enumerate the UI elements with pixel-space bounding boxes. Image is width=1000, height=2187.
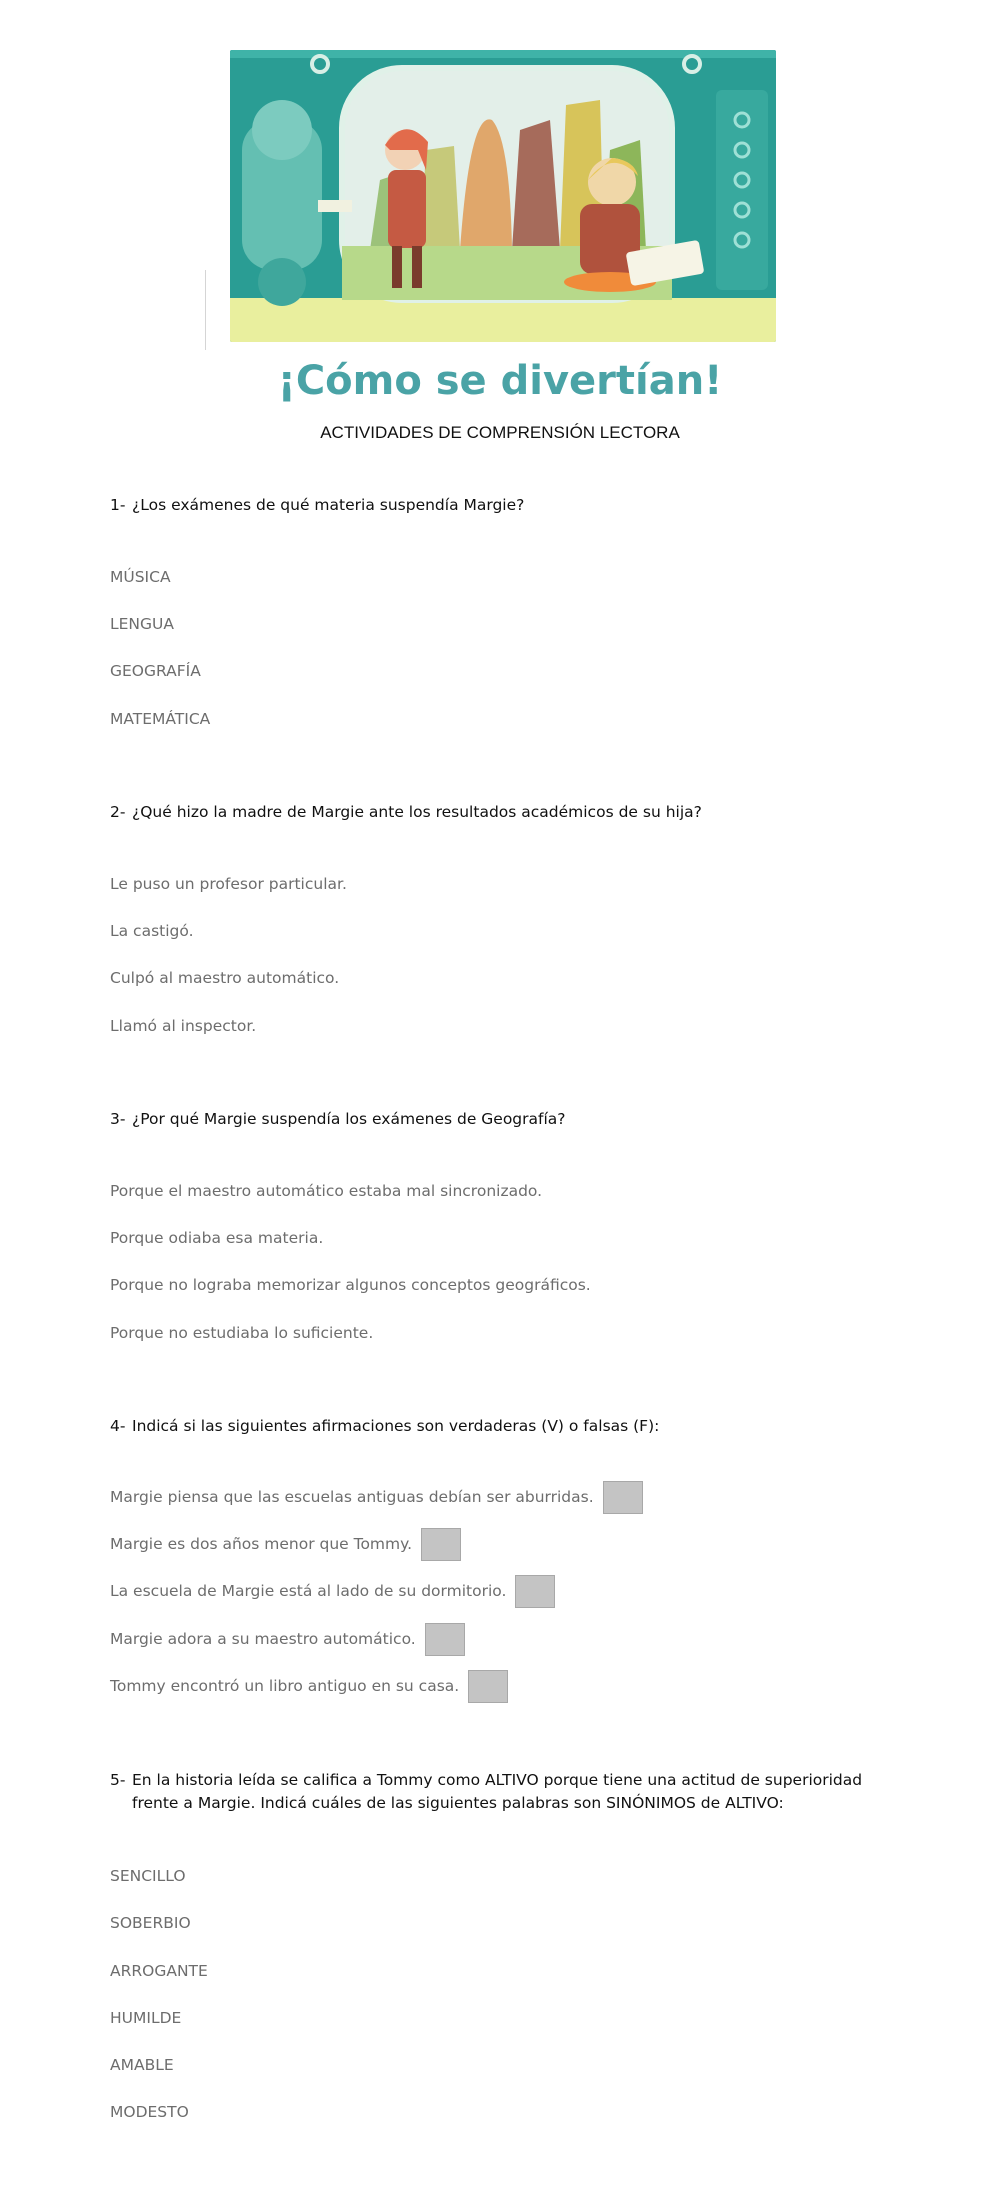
answer-box[interactable] — [425, 1623, 465, 1656]
option-q1-2[interactable]: LENGUA — [110, 615, 174, 633]
question-text: Indicá si las siguientes afirmaciones son verdaderas (V) o falsas (F): — [132, 1417, 660, 1435]
statement-text: Margie piensa que las escuelas antiguas debían ser aburridas. — [110, 1488, 594, 1506]
question-4 — [110, 1415, 890, 1438]
question-number: 2- — [110, 803, 126, 821]
option-q1-3[interactable]: GEOGRAFÍA — [110, 662, 201, 680]
option-q3-2[interactable]: Porque odiaba esa materia. — [110, 1229, 324, 1247]
option-q3-1[interactable]: Porque el maestro automático estaba mal sincronizado. — [110, 1182, 543, 1200]
statement-row — [110, 1668, 508, 1704]
statement-text: La escuela de Margie está al lado de su dormitorio. — [110, 1582, 507, 1600]
option-q5-5[interactable]: AMABLE — [110, 2056, 174, 2074]
question-text: En la historia leída se califica a Tommy como ALTIVO porque tiene una actitud de superioridad frente a Margie. Indicá cuáles de las siguientes palabras son SINÓNIMOS de ALTIVO: — [132, 1771, 863, 1812]
page-title: ¡Cómo se divertían! — [277, 358, 723, 404]
question-text: ¿Por qué Margie suspendía los exámenes de Geografía? — [132, 1110, 566, 1128]
statement-text: Tommy encontró un libro antiguo en su casa. — [110, 1677, 460, 1695]
option-q5-2[interactable]: SOBERBIO — [110, 1914, 191, 1932]
question-number: 1- — [110, 496, 126, 514]
option-q2-3[interactable]: Culpó al maestro automático. — [110, 969, 340, 987]
option-q3-4[interactable]: Porque no estudiaba lo suficiente. — [110, 1324, 374, 1342]
option-q1-4[interactable]: MATEMÁTICA — [110, 710, 211, 728]
statement-row — [110, 1621, 465, 1657]
answer-box[interactable] — [468, 1670, 508, 1703]
statement-row — [110, 1573, 555, 1609]
option-q5-6[interactable]: MODESTO — [110, 2103, 189, 2121]
option-q3-3[interactable]: Porque no lograba memorizar algunos conceptos geográficos. — [110, 1276, 591, 1294]
question-text: ¿Los exámenes de qué materia suspendía Margie? — [132, 496, 525, 514]
statement-row — [110, 1479, 643, 1515]
question-number: 4- — [110, 1417, 126, 1435]
story-illustration — [230, 50, 776, 342]
option-q5-3[interactable]: ARROGANTE — [110, 1962, 208, 1980]
answer-box[interactable] — [421, 1528, 461, 1561]
question-3 — [110, 1108, 890, 1131]
decorative-line — [205, 270, 206, 350]
option-q2-2[interactable]: La castigó. — [110, 922, 194, 940]
option-q5-4[interactable]: HUMILDE — [110, 2009, 182, 2027]
question-number: 5- — [110, 1771, 126, 1789]
illustration-graphic — [230, 50, 776, 342]
option-q2-1[interactable]: Le puso un profesor particular. — [110, 875, 347, 893]
question-text: ¿Qué hizo la madre de Margie ante los resultados académicos de su hija? — [132, 803, 702, 821]
option-q5-1[interactable]: SENCILLO — [110, 1867, 186, 1885]
question-1 — [110, 494, 890, 517]
question-number: 3- — [110, 1110, 126, 1128]
statement-row — [110, 1526, 461, 1562]
statement-text: Margie adora a su maestro automático. — [110, 1630, 416, 1648]
statement-text: Margie es dos años menor que Tommy. — [110, 1535, 413, 1553]
answer-box[interactable] — [515, 1575, 555, 1608]
option-q1-1[interactable]: MÚSICA — [110, 568, 171, 586]
page-subtitle: ACTIVIDADES DE COMPRENSIÓN LECTORA — [320, 423, 680, 442]
answer-box[interactable] — [603, 1481, 643, 1514]
question-2 — [110, 801, 890, 824]
option-q2-4[interactable]: Llamó al inspector. — [110, 1017, 257, 1035]
question-5 — [110, 1769, 912, 1815]
